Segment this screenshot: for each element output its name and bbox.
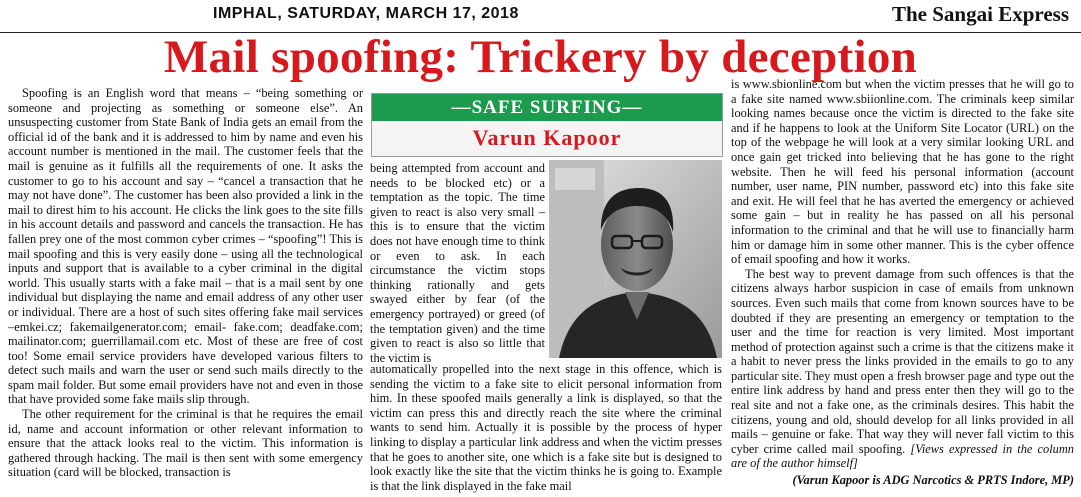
article-paragraph: Spoofing is an English word that means – “being something or someone and projecting as something or someone else”. An unsuspecting customer from State Bank of India gets an email from the official id of the bank and it is addressed to him by name and even his account number is mentioned in the mail. The customer feels that the mail is genuine as it fulfills all the requirements of one. It asks the customer to go to his account and say – “cancel a transaction that he may not have done”. The customer has been also provided a link in the mail to direst him to his account. He clicks the link goes to the site fills in his account details and password and cancels the transaction. He has fallen prey one of the most common cyber crimes – “spoofing”! This is mail spoofing and this is very easily done – using all the technological inputs and support that is available to a cyber criminal in the digital world. This usually starts with a fake mail – that is a mail sent by one individual but displaying the name and email address of any other user or individual. There are a host of such sites offering fake mail services –emkei.cz; fakemailgenerator.com; email- fake.com; deadfake.com; mailinator.com; guerrillamail.com etc. Most of these are free of cost too! Some email service providers have developed various filters to detect such mails and warn the user or send such mails directly to the spam mail folder. But some email providers have not and even in those that have provided some fake mails slip through.: [8, 86, 363, 407]
article-paragraph-text: The best way to prevent damage from such offences is that the citizens always harbor suspicion in case of emails from unknown sources. Even such mails that come from known sources have to be doubted if they are presenting an emergency or temptation to the user and the time for reaction is very limited. Most important method of protection against such a crime is that the citizens make it a habit to never press the links provided in the emails to go to any particular site. They must open a fresh browser page and type out the entire link address by hand and press enter then they will go to the real site and not a fake one, as the criminals desires. This habit the citizens, young and old, should develop for all links provided in all mails – genuine or fake. That way they will never fall victim to this cyber crime called mail spoofing.: [731, 266, 1074, 456]
author-name: Varun Kapoor: [472, 125, 622, 150]
article-paragraph: automatically propelled into the next stage in this offence, which is sending the victim to a fake site to elicit personal information from him. In these spoofed mails generally a link is displayed, so that the victim can press this and directly reach the site where the criminal wants to send him. Actually it is possible by the process of hyper linking to display a particular link address and when the victim presses that he goes to another site, one which is a fake site but is designed to look exactly like the site that the victim thinks he is going to. Example is that the link displayed in the fake mail: [370, 362, 722, 493]
article-column-3: [731, 77, 1074, 494]
article-paragraph: [731, 267, 1074, 471]
article-headline: Mail spoofing: Trickery by deception: [163, 31, 918, 83]
newspaper-name: The Sangai Express: [892, 2, 1069, 26]
article-column-2-bottom: [370, 362, 722, 494]
column-byline-box: [371, 93, 723, 157]
section-label: —SAFE SURFING—: [372, 94, 722, 121]
author-views-note: [Views expressed in the column are of the author himself]: [731, 441, 1074, 471]
author-portrait-image: [549, 160, 722, 358]
article-column-2-top: [370, 161, 545, 369]
article-column-1: [8, 86, 363, 494]
article-paragraph: is www.sbionline.com but when the victim presses that he will go to a fake site named www.sbiionline.com. The criminals keep similar looking names because once the victim is directed to the fake site and if he happens to look at the Uniform Site Locator (URL) on the top of the webpage he will look at a very similar looking URL and once gain get tricked into believing that he has gone to the right website. Then he will feed his personal information (account number, user name, PIN number, password etc) into this fake site and exit. He will feel that he has averted the emergency or achieved some gain – but in reality he has passed on all his personal information to the criminal and that he will use to financially harm him or damage him in some other manner. This is the cyber offence of email spoofing and how it works.: [731, 77, 1074, 267]
author-signoff: (Varun Kapoor is ADG Narcotics & PRTS Indore, MP): [792, 473, 1074, 488]
article-paragraph: The other requirement for the criminal is that he requires the email id, name and account information or other relevant information to ensure that the attack looks real to the victim. This information is gathered through hacking. The mail is then sent with some emergency situation (card will be blocked, transaction is: [8, 407, 363, 480]
dateline: IMPHAL, SATURDAY, MARCH 17, 2018: [213, 5, 519, 22]
author-photo: [549, 160, 722, 358]
article-paragraph: being attempted from account and needs to be blocked etc) or a temptation as the topic. The time given to react is also very small – this is to ensure that the victim does not have enough time to think or even to ask. In each circumstance the victim stops thinking rationally and gets swayed either by fear (of the emergency portrayed) or greed (of the temptation given) and the time given to react is also so little that the victim is: [370, 161, 545, 365]
